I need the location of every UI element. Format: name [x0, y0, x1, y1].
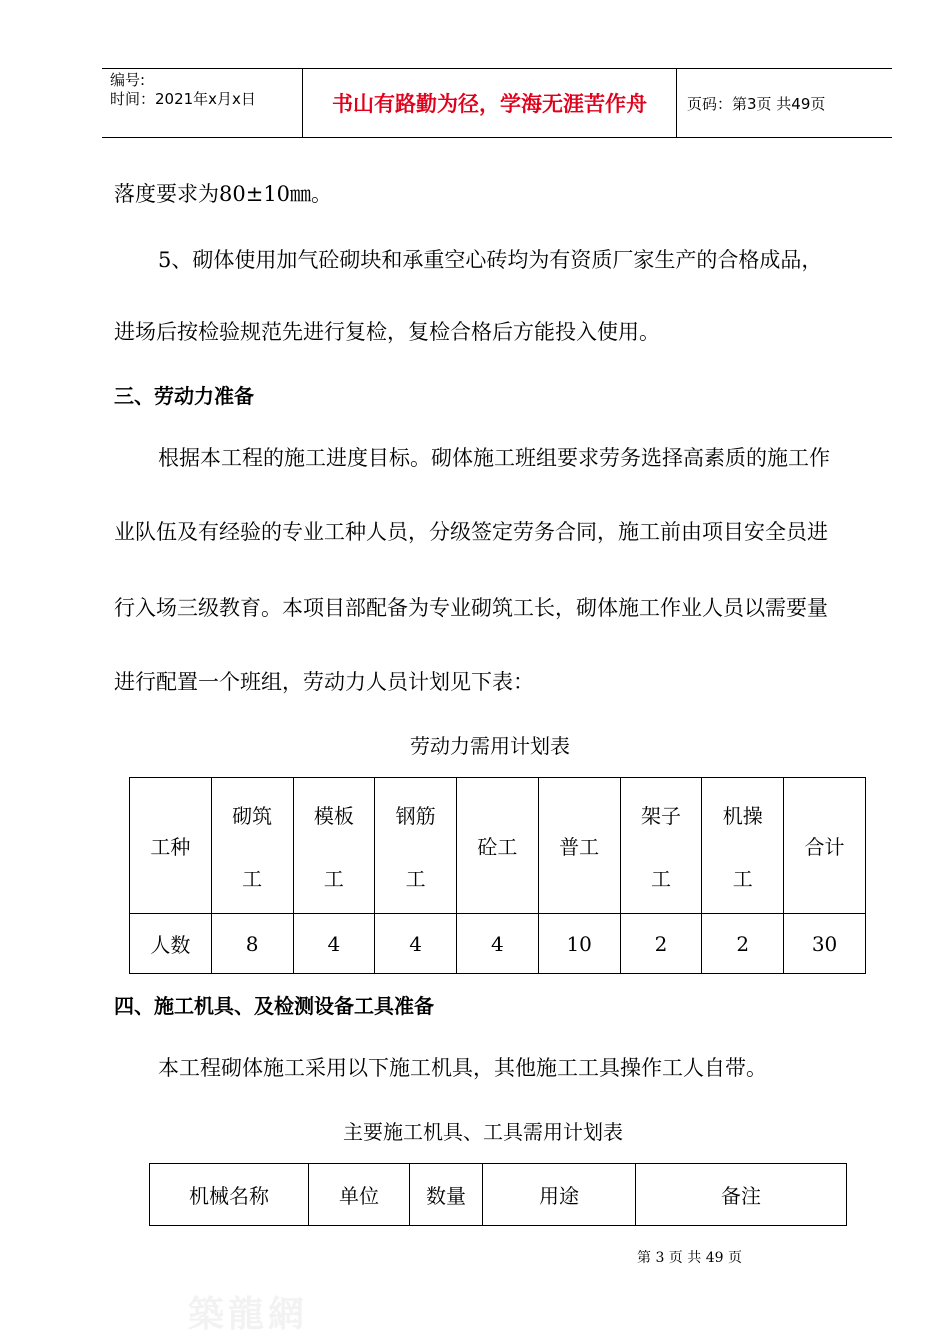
body-para-2: 业队伍及有经验的专业工种人员，分级签定劳务合同，施工前由项目安全员进 — [114, 520, 828, 544]
table-row — [130, 778, 866, 914]
table-cell — [375, 778, 457, 914]
cell-text-top: 架子 — [640, 803, 681, 828]
page-header — [102, 68, 892, 138]
cell-text-top: 砌筑 — [232, 803, 273, 828]
table-cell — [702, 778, 784, 914]
cell-text-bottom: 工 — [242, 866, 263, 891]
watermark: 築龍網 — [188, 1293, 309, 1335]
table-cell — [293, 778, 375, 914]
table-cell: 2 — [620, 914, 702, 974]
table-cell: 10 — [538, 914, 620, 974]
cell-text-top: 钢筋 — [395, 803, 436, 828]
table-cell: 4 — [457, 914, 539, 974]
table-cell: 8 — [211, 914, 293, 974]
body-para-4: 进行配置一个班组，劳动力人员计划见下表： — [114, 670, 534, 694]
table-cell: 4 — [375, 914, 457, 974]
header-motto: 书山有路勤为径，学海无涯苦作舟 — [303, 69, 677, 137]
header-page-label: 页码：第3页 共49页 — [687, 94, 826, 113]
body-para-5: 本工程砌体施工采用以下施工机具，其他施工工具操作工人自带。 — [158, 1056, 767, 1080]
table-header-cell: 数量 — [410, 1164, 483, 1226]
labor-table — [129, 777, 866, 974]
body-para-1: 根据本工程的施工进度目标。砌体施工班组要求劳务选择高素质的施工作 — [158, 446, 830, 470]
machine-table-caption: 主要施工机具、工具需用计划表 — [343, 1120, 623, 1144]
cell-text-bottom: 工 — [323, 866, 344, 891]
table-cell: 砼工 — [457, 778, 539, 914]
body-line-1: 落度要求为80±10㎜。 — [114, 182, 333, 206]
table-cell: 2 — [702, 914, 784, 974]
table-cell: 普工 — [538, 778, 620, 914]
table-header-cell: 备注 — [636, 1164, 847, 1226]
number-label: 编号: — [110, 71, 146, 89]
cell-text-bottom: 工 — [732, 866, 753, 891]
labor-table-caption: 劳动力需用计划表 — [410, 734, 570, 758]
cell-text-bottom: 工 — [405, 866, 426, 891]
cell-text-top: 模板 — [313, 803, 354, 828]
header-meta — [102, 69, 303, 137]
table-row — [130, 914, 866, 974]
table-header-cell: 机械名称 — [150, 1164, 309, 1226]
body-line-3: 进场后按检验规范先进行复检，复检合格后方能投入使用。 — [114, 320, 660, 344]
table-row — [150, 1164, 847, 1226]
table-cell: 4 — [293, 914, 375, 974]
table-cell: 工种 — [130, 778, 212, 914]
section-heading-3: 三、劳动力准备 — [114, 384, 254, 408]
time-label: 时间：2021年x月x日 — [110, 90, 256, 108]
table-header-cell: 用途 — [483, 1164, 636, 1226]
machine-table — [149, 1163, 847, 1226]
cell-text-top: 机操 — [722, 803, 763, 828]
table-cell: 30 — [784, 914, 866, 974]
body-line-2: 5、砌体使用加气砼砌块和承重空心砖均为有资质厂家生产的合格成品， — [158, 248, 823, 272]
section-heading-4: 四、施工机具、及检测设备工具准备 — [114, 994, 434, 1018]
cell-text-bottom: 工 — [650, 866, 671, 891]
page-footer: 第 3 页 共 49 页 — [637, 1250, 742, 1266]
table-cell — [211, 778, 293, 914]
body-para-3: 行入场三级教育。本项目部配备为专业砌筑工长，砌体施工作业人员以需要量 — [114, 596, 828, 620]
table-cell: 人数 — [130, 914, 212, 974]
table-header-cell: 单位 — [309, 1164, 410, 1226]
table-cell: 合计 — [784, 778, 866, 914]
table-cell — [620, 778, 702, 914]
